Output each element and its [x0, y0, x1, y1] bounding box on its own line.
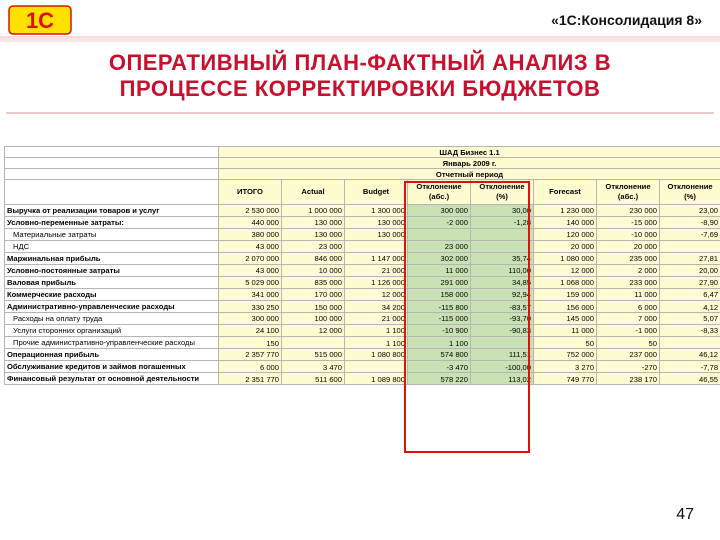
table-cell: 6,47	[660, 289, 720, 301]
row-label: Финансовый результат от основной деятельности	[5, 373, 219, 385]
table-cell: 10 000	[282, 265, 345, 277]
table-row	[5, 337, 720, 349]
table-cell: 237 000	[597, 349, 660, 361]
table-cell: 21 000	[345, 313, 408, 325]
table-cell: 1 100	[408, 337, 471, 349]
company-name: ШАД Бизнес 1.1	[219, 147, 720, 158]
table-cell: 1 080 000	[534, 253, 597, 265]
table-cell: 1 230 000	[534, 205, 597, 217]
table-cell	[471, 241, 534, 253]
table-cell: -115 800	[408, 301, 471, 313]
table-cell: 23,00	[660, 205, 720, 217]
table-cell: 302 000	[408, 253, 471, 265]
column-header: Budget	[345, 180, 408, 205]
table-cell: 4,12	[660, 301, 720, 313]
table-cell: 515 000	[282, 349, 345, 361]
corner-cell	[5, 147, 219, 158]
table-cell: -2 000	[408, 217, 471, 229]
slide-title-line2: ПРОЦЕССЕ КОРРЕКТИРОВКИ БЮДЖЕТОВ	[119, 76, 601, 101]
row-label: Маржинальная прибыль	[5, 253, 219, 265]
table-cell: 1 126 000	[345, 277, 408, 289]
table-cell: 43 000	[219, 265, 282, 277]
column-header: Отклонение (абс.)	[408, 180, 471, 205]
table-row	[5, 349, 720, 361]
table-cell: 238 170	[597, 373, 660, 385]
table-cell: -93,70	[471, 313, 534, 325]
table-cell: 1 089 800	[345, 373, 408, 385]
table-cell: 1 000 000	[282, 205, 345, 217]
column-header: Отклонение (%)	[471, 180, 534, 205]
row-label: Обслуживание кредитов и займов погашенных	[5, 361, 219, 373]
table-cell: 50	[597, 337, 660, 349]
table-cell: -1 000	[597, 325, 660, 337]
table-cell: 43 000	[219, 241, 282, 253]
table-cell: 752 000	[534, 349, 597, 361]
table-row	[5, 277, 720, 289]
table-cell: 511 600	[282, 373, 345, 385]
table-row	[5, 373, 720, 385]
table-cell	[660, 337, 720, 349]
table-row	[5, 229, 720, 241]
table-cell: 12 000	[282, 325, 345, 337]
table-cell: -83,57	[471, 301, 534, 313]
table-cell: -10 900	[408, 325, 471, 337]
table-cell: 1 100	[345, 337, 408, 349]
table-cell: 20,00	[660, 265, 720, 277]
row-label: Операционная прибыль	[5, 349, 219, 361]
table-cell	[471, 337, 534, 349]
row-label: Условно-постоянные затраты	[5, 265, 219, 277]
table-cell: 3 270	[534, 361, 597, 373]
table-cell	[345, 361, 408, 373]
logo-1c	[8, 4, 72, 36]
table-row	[5, 361, 720, 373]
table-cell: 24 100	[219, 325, 282, 337]
row-header-cell	[5, 180, 219, 205]
table-cell: 3 470	[282, 361, 345, 373]
table-cell: -8,90	[660, 217, 720, 229]
row-label: Услуги сторонних организаций	[5, 325, 219, 337]
svg-text:1С: 1С	[25, 8, 55, 33]
table-cell: 130 000	[345, 229, 408, 241]
table-cell: -8,33	[660, 325, 720, 337]
table-cell: 1 147 000	[345, 253, 408, 265]
title-divider	[6, 112, 714, 114]
row-label: Выручка от реализации товаров и услуг	[5, 205, 219, 217]
table-cell: 130 000	[282, 229, 345, 241]
table-cell: 2 000	[597, 265, 660, 277]
table-cell: -270	[597, 361, 660, 373]
table-cell: 380 000	[219, 229, 282, 241]
table-cell: 92,94	[471, 289, 534, 301]
spreadsheet	[4, 146, 720, 385]
column-header: Forecast	[534, 180, 597, 205]
table-cell: 100 000	[282, 313, 345, 325]
table-cell: -90,83	[471, 325, 534, 337]
column-header: ИТОГО	[219, 180, 282, 205]
table-cell: 113,02	[471, 373, 534, 385]
table-cell: 300 000	[219, 313, 282, 325]
table-cell: 34 200	[345, 301, 408, 313]
table-row	[5, 313, 720, 325]
corner-cell	[5, 169, 219, 180]
table-cell: 23 000	[282, 241, 345, 253]
table-cell: 27,81	[660, 253, 720, 265]
table-cell: 846 000	[282, 253, 345, 265]
table-row	[5, 253, 720, 265]
table-cell: 12 000	[534, 265, 597, 277]
row-label: Материальные затраты	[5, 229, 219, 241]
column-header: Actual	[282, 180, 345, 205]
slide-title	[20, 50, 700, 102]
table-cell: 27,90	[660, 277, 720, 289]
table-cell: 11 000	[408, 265, 471, 277]
table-cell: 230 000	[597, 205, 660, 217]
column-header: Отклонение (абс.)	[597, 180, 660, 205]
row-label: Валовая прибыль	[5, 277, 219, 289]
table-cell: 30,00	[471, 205, 534, 217]
table-cell: 145 000	[534, 313, 597, 325]
table-cell: 291 000	[408, 277, 471, 289]
table-row	[5, 265, 720, 277]
table-row	[5, 301, 720, 313]
table-cell: 2 070 000	[219, 253, 282, 265]
table-cell: 156 000	[534, 301, 597, 313]
period-label: Январь 2009 г.	[219, 158, 720, 169]
table-row	[5, 325, 720, 337]
table-cell: 120 000	[534, 229, 597, 241]
table-cell: -1,28	[471, 217, 534, 229]
slide-title-line1: ОПЕРАТИВНЫЙ ПЛАН-ФАКТНЫЙ АНАЛИЗ В	[108, 50, 612, 75]
table-cell: 11 000	[534, 325, 597, 337]
table-cell: -10 000	[597, 229, 660, 241]
budget-table	[4, 146, 720, 385]
table-cell: -100,00	[471, 361, 534, 373]
table-cell: 5,07	[660, 313, 720, 325]
table-cell: 12 000	[345, 289, 408, 301]
table-cell: 6 000	[597, 301, 660, 313]
table-cell: 11 000	[597, 289, 660, 301]
page-number: 47	[676, 506, 694, 523]
row-label: Административно-управленческие расходы	[5, 301, 219, 313]
table-cell	[345, 241, 408, 253]
row-label: Коммерческие расходы	[5, 289, 219, 301]
table-cell: 2 351 770	[219, 373, 282, 385]
table-cell	[660, 241, 720, 253]
table-cell: 6 000	[219, 361, 282, 373]
table-cell: -3 470	[408, 361, 471, 373]
column-header: Отклонение (%)	[660, 180, 720, 205]
table-cell: 574 800	[408, 349, 471, 361]
table-cell	[408, 229, 471, 241]
table-cell: 130 000	[282, 217, 345, 229]
table-cell: 1 080 800	[345, 349, 408, 361]
table-cell: 835 000	[282, 277, 345, 289]
table-cell: 111,51	[471, 349, 534, 361]
table-cell: 749 770	[534, 373, 597, 385]
table-cell: -15 000	[597, 217, 660, 229]
table-row	[5, 289, 720, 301]
table-cell: 20 000	[534, 241, 597, 253]
table-cell: 34,85	[471, 277, 534, 289]
table-cell: 159 000	[534, 289, 597, 301]
table-cell: 7 000	[597, 313, 660, 325]
table-cell: 2 530 000	[219, 205, 282, 217]
row-label: Условно-переменные затраты:	[5, 217, 219, 229]
table-cell: 110,00	[471, 265, 534, 277]
table-cell: 1 300 000	[345, 205, 408, 217]
table-cell: 1 100	[345, 325, 408, 337]
table-cell: 5 029 000	[219, 277, 282, 289]
table-cell: 233 000	[597, 277, 660, 289]
table-cell: -7,78	[660, 361, 720, 373]
row-label: Прочие административно-управленческие расходы	[5, 337, 219, 349]
table-cell	[282, 337, 345, 349]
table-cell: 170 000	[282, 289, 345, 301]
table-cell: 1 068 000	[534, 277, 597, 289]
table-cell: 578 220	[408, 373, 471, 385]
table-cell: 300 000	[408, 205, 471, 217]
table-cell: 341 000	[219, 289, 282, 301]
table-row	[5, 241, 720, 253]
table-cell: 50	[534, 337, 597, 349]
table-cell: 150 000	[282, 301, 345, 313]
row-label: НДС	[5, 241, 219, 253]
table-cell: -7,69	[660, 229, 720, 241]
table-cell: 130 000	[345, 217, 408, 229]
table-cell: 46,55	[660, 373, 720, 385]
table-cell: 46,12	[660, 349, 720, 361]
table-cell: 2 357 770	[219, 349, 282, 361]
table-row	[5, 217, 720, 229]
product-title: «1С:Консолидация 8»	[551, 12, 702, 28]
table-cell: -115 000	[408, 313, 471, 325]
table-cell: 440 000	[219, 217, 282, 229]
corner-cell	[5, 158, 219, 169]
table-cell: 235 000	[597, 253, 660, 265]
row-label: Расходы на оплату труда	[5, 313, 219, 325]
table-row	[5, 205, 720, 217]
table-cell: 150	[219, 337, 282, 349]
table-cell: 23 000	[408, 241, 471, 253]
table-cell: 35,74	[471, 253, 534, 265]
table-cell: 140 000	[534, 217, 597, 229]
table-cell: 21 000	[345, 265, 408, 277]
table-cell: 158 000	[408, 289, 471, 301]
table-cell: 330 250	[219, 301, 282, 313]
report-period-label: Отчетный период	[219, 169, 720, 180]
header-band	[0, 36, 720, 42]
table-cell	[471, 229, 534, 241]
table-cell: 20 000	[597, 241, 660, 253]
